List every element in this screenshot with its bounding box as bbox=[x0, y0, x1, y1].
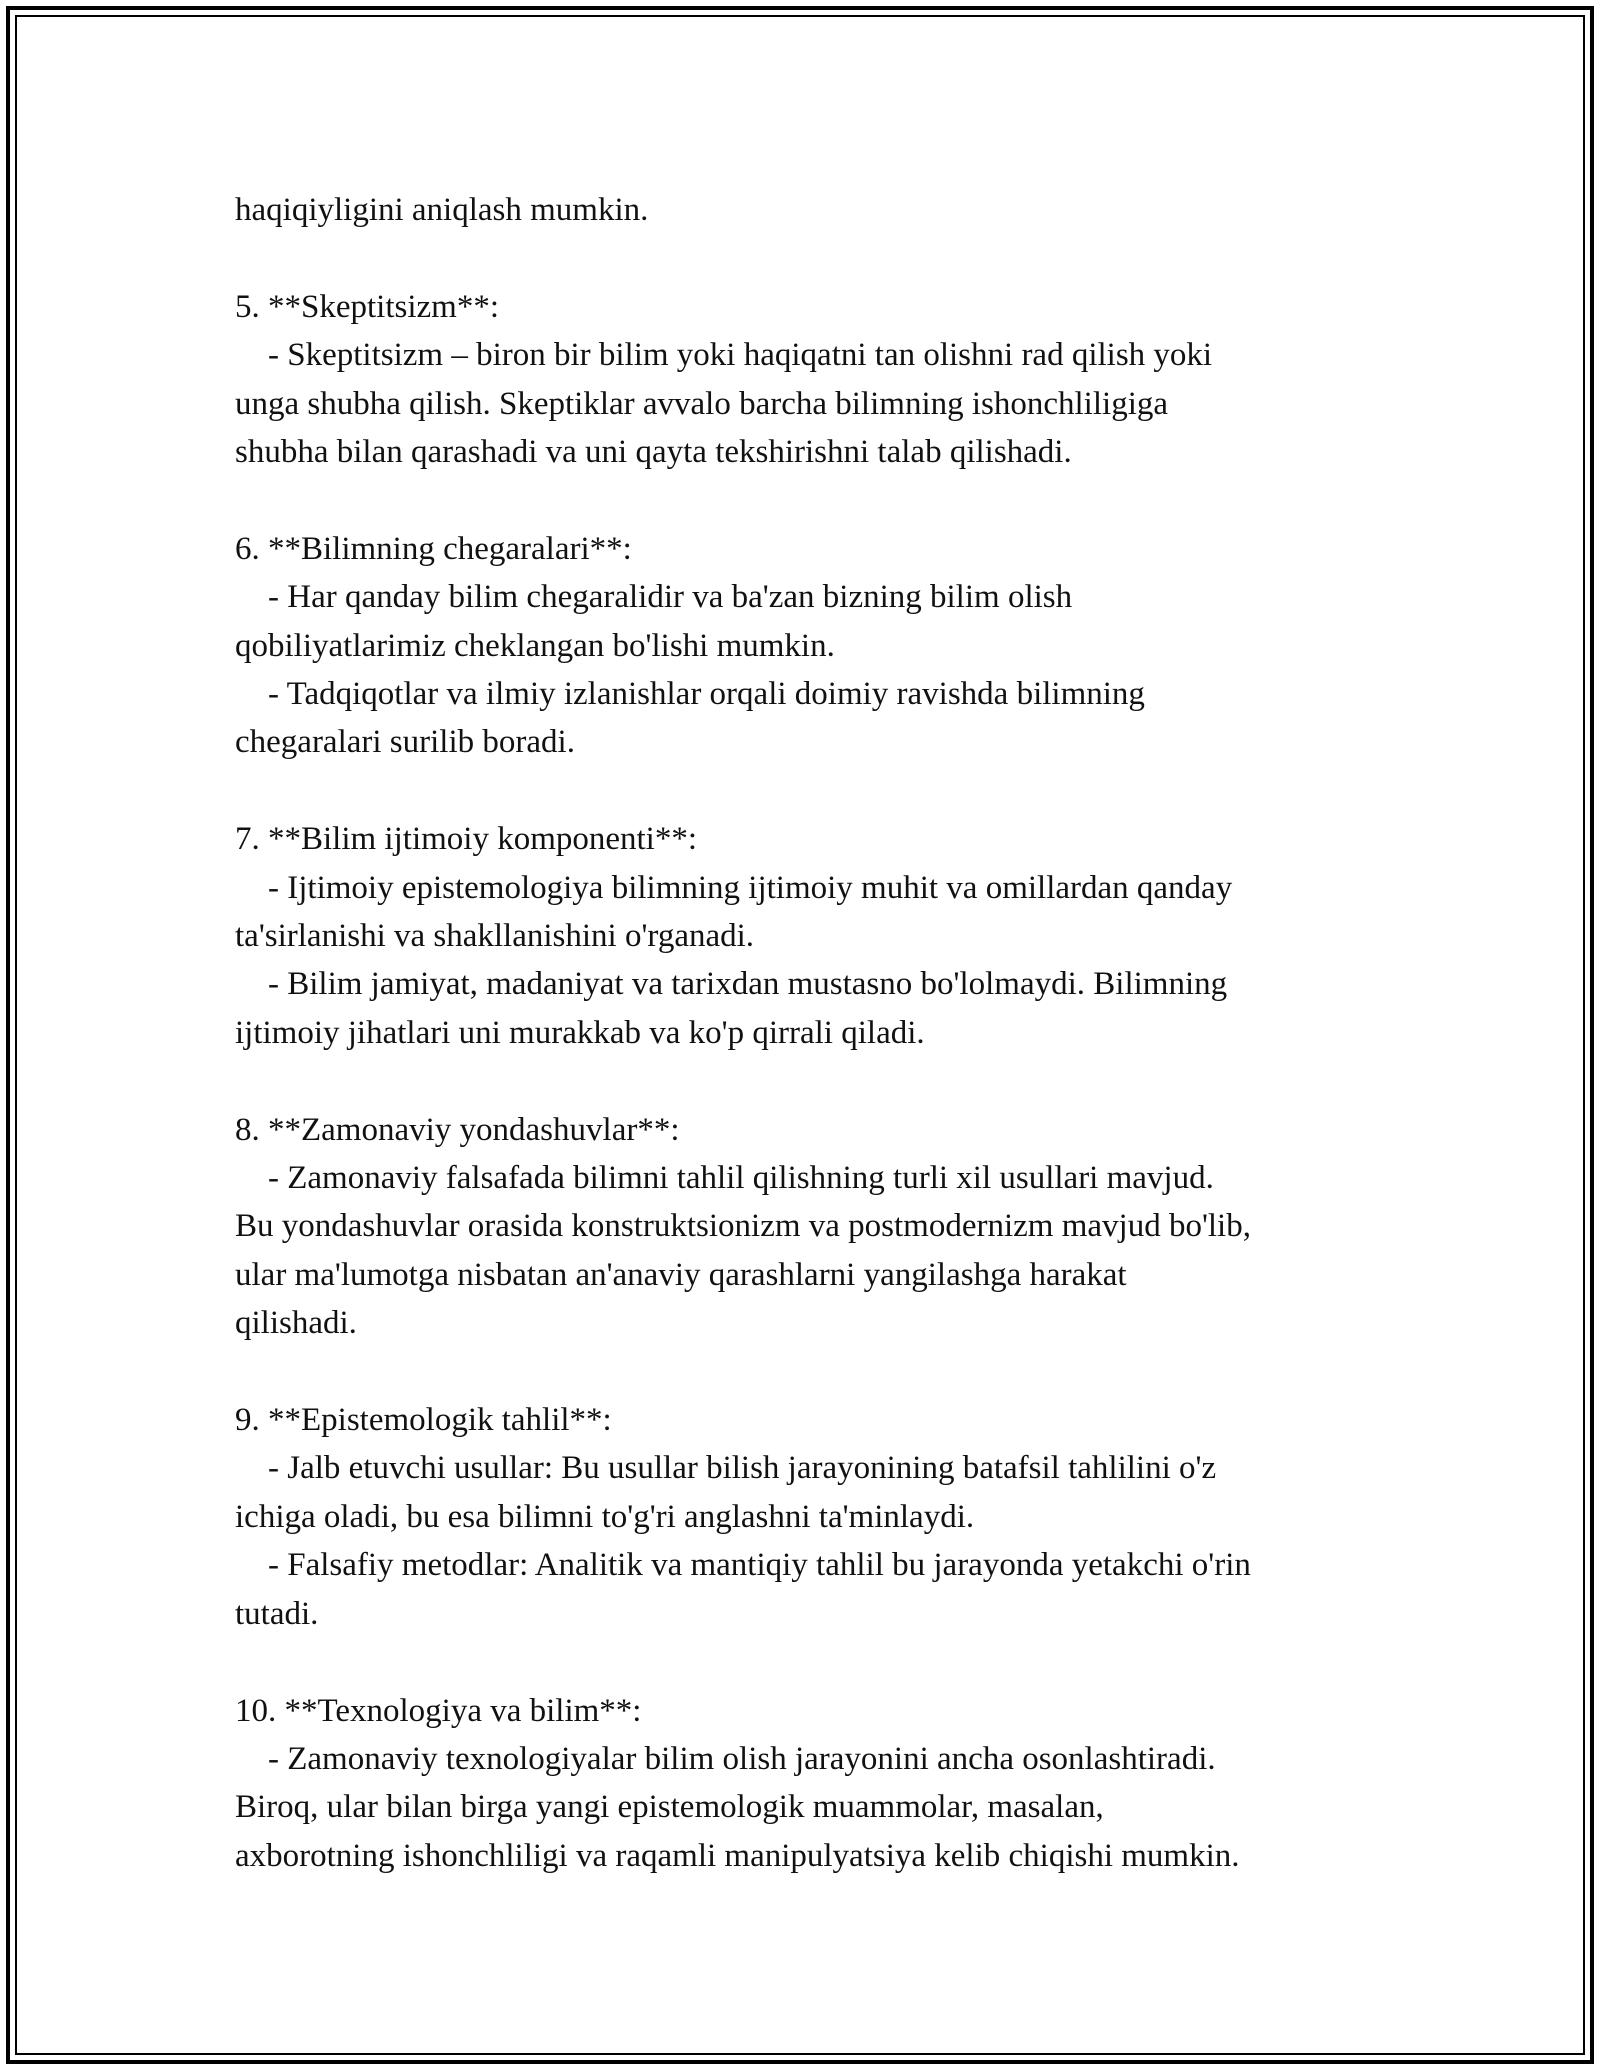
section-heading: 8. **Zamonaviy yondashuvlar**: bbox=[235, 1111, 680, 1148]
paragraph-line: - Skeptitsizm – biron bir bilim yoki haqiqatni tan olishni rad qilish yoki bbox=[235, 337, 1213, 374]
paragraph-line: ijtimoiy jihatlari uni murakkab va ko'p qirrali qiladi. bbox=[235, 1014, 925, 1051]
section-spacer bbox=[235, 1057, 1380, 1105]
document-body bbox=[235, 186, 1380, 1880]
paragraph-line: ichiga oladi, bu esa bilimni to'g'ri anglashni ta'minlaydi. bbox=[235, 1498, 975, 1535]
paragraph-line: unga shubha qilish. Skeptiklar avvalo barcha bilimning ishonchliligiga bbox=[235, 385, 1169, 422]
document-section bbox=[235, 1396, 1380, 1638]
paragraph-line: - Har qanday bilim chegaralidir va ba'zan bizning bilim olish bbox=[235, 579, 1073, 616]
section-spacer bbox=[235, 476, 1380, 524]
paragraph-line: - Jalb etuvchi usullar: Bu usullar bilish jarayonining batafsil tahlilini o'z bbox=[235, 1450, 1217, 1487]
paragraph-line: - Falsafiy metodlar: Analitik va mantiqiy tahlil bu jarayonda yetakchi o'rin bbox=[235, 1547, 1251, 1584]
section-heading: 10. **Texnologiya va bilim**: bbox=[235, 1692, 642, 1729]
paragraph-line: axborotning ishonchliligi va raqamli manipulyatsiya kelib chiqishi mumkin. bbox=[235, 1837, 1240, 1874]
paragraph-line: ta'sirlanishi va shakllanishini o'rganadi. bbox=[235, 918, 755, 955]
section-spacer bbox=[235, 234, 1380, 282]
document-section bbox=[235, 815, 1380, 1057]
paragraph-line: - Zamonaviy texnologiyalar bilim olish jarayonini ancha osonlashtiradi. bbox=[235, 1740, 1216, 1777]
paragraph-line: - Ijtimoiy epistemologiya bilimning ijtimoiy muhit va omillardan qanday bbox=[235, 869, 1233, 906]
section-spacer bbox=[235, 767, 1380, 815]
section-spacer bbox=[235, 1348, 1380, 1396]
paragraph-line: ular ma'lumotga nisbatan an'anaviy qarashlarni yangilashga harakat bbox=[235, 1256, 1127, 1293]
paragraph-line: haqiqiyligini aniqlash mumkin. bbox=[235, 192, 649, 228]
paragraph-line: shubha bilan qarashadi va uni qayta tekshirishni talab qilishadi. bbox=[235, 434, 1072, 471]
section-heading: 9. **Epistemologik tahlil**: bbox=[235, 1402, 612, 1439]
section-heading: 6. **Bilimning chegaralari**: bbox=[235, 530, 632, 567]
document-section bbox=[235, 186, 1380, 234]
paragraph-line: qobiliyatlarimiz cheklangan bo'lishi mumkin. bbox=[235, 627, 835, 664]
paragraph-line: tutadi. bbox=[235, 1595, 319, 1632]
paragraph-line: qilishadi. bbox=[235, 1305, 357, 1342]
paragraph-line: - Tadqiqotlar va ilmiy izlanishlar orqali doimiy ravishda bilimning bbox=[235, 676, 1145, 713]
document-section bbox=[235, 1687, 1380, 1881]
section-spacer bbox=[235, 1638, 1380, 1686]
paragraph-line: - Zamonaviy falsafada bilimni tahlil qilishning turli xil usullari mavjud. bbox=[235, 1160, 1214, 1197]
paragraph-line: - Bilim jamiyat, madaniyat va tarixdan mustasno bo'lolmaydi. Bilimning bbox=[235, 966, 1228, 1003]
paragraph-line: chegaralari surilib boradi. bbox=[235, 724, 575, 761]
paragraph-line: Bu yondashuvlar orasida konstruktsionizm va postmodernizm mavjud bo'lib, bbox=[235, 1208, 1251, 1245]
section-heading: 7. **Bilim ijtimoiy komponenti**: bbox=[235, 821, 698, 858]
document-section bbox=[235, 1106, 1380, 1348]
section-heading: 5. **Skeptitsizm**: bbox=[235, 288, 499, 325]
document-section bbox=[235, 283, 1380, 477]
paragraph-line: Biroq, ular bilan birga yangi epistemologik muammolar, masalan, bbox=[235, 1789, 1104, 1826]
document-section bbox=[235, 525, 1380, 767]
